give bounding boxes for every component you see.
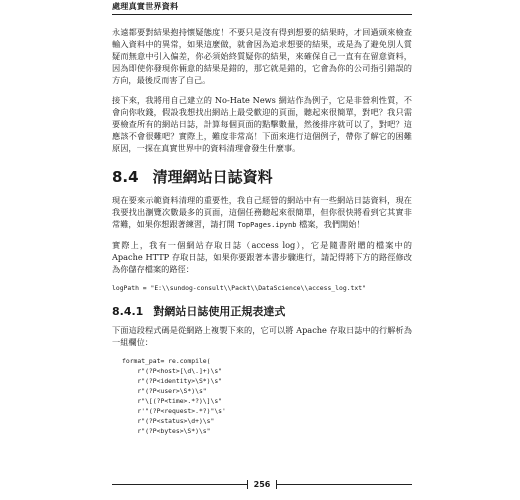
subsection-title: 對網站日誌使用正規表達式: [153, 305, 286, 318]
page-footer: [112, 478, 412, 490]
paragraph-regex-intro: 下面這段程式碼是從網路上複製下來的，它可以將 Apache 存取日誌中的行解析為一組欄位：: [112, 325, 412, 347]
paragraph-data-cleaning-demo: [112, 194, 412, 231]
paragraph-access-log: 實際上，我有一個網站存取日誌（access log），它是隨書附贈的檔案中的 Apache HTTP 存取日誌，如果你要跟著本書步驟進行，請記得將下方的路徑修改為你儲存檔案的路徑：: [112, 240, 412, 274]
footer-rule-right: [277, 484, 412, 485]
section-number: 8.4: [112, 168, 139, 186]
page-body: [112, 26, 412, 444]
paragraph-skepticism: 永遠都要對結果抱持懷疑態度！不要只是沒有得到想要的結果時，才回過頭來檢查輸入資料中的異常，如果這麼做，就會因為追求想要的結果，或是為了避免別人質疑而無意中引入偏差，你必須始終質疑你的結果，來確保自己一直有在留意資料，因為即使你發現你倆意的結果是錯的，那它就是錯的，它會為你的公司指引錯誤的方向，最後反而害了自己。: [112, 27, 412, 85]
running-header: 處理真實世界資料: [112, 2, 179, 11]
log-path-code: logPath = "E:\\sundog-consult\\Packt\\DataScience\\access_log.txt": [112, 284, 366, 292]
regex-code: format_pat= re.compile( r"(?P<host>[\d\.]+)\s" r"(?P<identity>\S*)\s" r"(?P<user>\S*)\s" r"\[(?P<time>.*?)\]\s" r'"(?P<request>.*?)"\s' r"(?P<status>\d+)\s" r"(?P<bytes>\S*)\s": [122, 357, 226, 435]
subsection-heading: [112, 305, 412, 319]
paragraph-text: 現在要來示範資料清理的重要性，我自己經營的網站中有一些網站日誌資料，現在我要找出瀏覽次數最多的頁面，這個任務聽起來很簡單，但你很快將看到它其實非常難，如果你想跟著練習，請打開: [112, 195, 412, 229]
subsection-number: 8.4.1: [112, 305, 144, 318]
section-title: 清理網站日誌資料: [152, 168, 273, 186]
paragraph-text-end: 檔案，我們開始！: [299, 219, 365, 229]
page-number: 256: [247, 480, 278, 489]
notebook-filename: TopPages.ipynb: [237, 221, 297, 229]
section-heading: [112, 168, 412, 186]
header-rule: [112, 14, 412, 15]
footer-rule-left: [112, 484, 247, 485]
paragraph-no-hate-news: 接下來，我將用自己建立的 No-Hate News 網站作為例子，它是非營利性質，不會向你收錢，假設我想找出網站上最受歡迎的頁面，聽起來很簡單，對吧？我只需要檢查所有的網站日誌，計算每個頁面的點擊數量，然後排序就可以了，對吧？這應該不會很難吧？實際上，難度非常高！下面來進行這個例子，帶你了解它的困難原因，一探在真實世界中的資料清理會發生什麼事。: [112, 95, 412, 153]
